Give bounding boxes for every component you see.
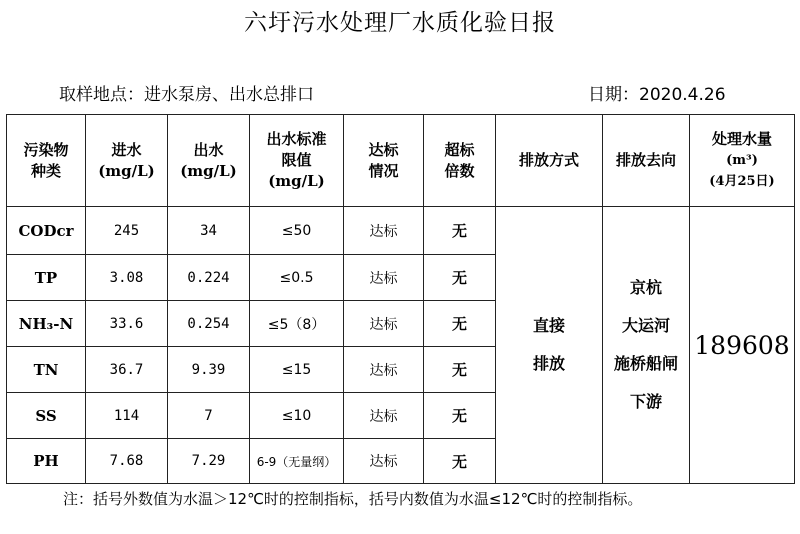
status-cell: 达标 xyxy=(344,301,424,347)
header-inflow: 进水 (mg/L) xyxy=(86,115,168,207)
limit-cell: ≤5（8） xyxy=(250,301,344,347)
inflow-cell: 245 xyxy=(86,207,168,255)
status-cell: 达标 xyxy=(344,439,424,484)
pollutant-cell: PH xyxy=(7,439,86,484)
discharge-dest-cell: 京杭 大运河 施桥船闸 下游 xyxy=(603,207,690,484)
outflow-cell: 34 xyxy=(168,207,250,255)
limit-cell: ≤10 xyxy=(250,393,344,439)
report-date: 日期：2020.4.26 xyxy=(588,85,726,105)
pollutant-cell: TN xyxy=(7,347,86,393)
pollutant-cell: TP xyxy=(7,255,86,301)
water-quality-table xyxy=(6,114,795,484)
header-volume: 处理水量 (m³) (4月25日) xyxy=(690,115,795,207)
limit-cell: 6-9（无量纲） xyxy=(250,439,344,484)
header-status: 达标 情况 xyxy=(344,115,424,207)
report-title: 六圩污水处理厂水质化验日报 xyxy=(244,10,556,36)
limit-cell: ≤50 xyxy=(250,207,344,255)
pollutant-cell: CODcr xyxy=(7,207,86,255)
header-pollutant: 污染物 种类 xyxy=(7,115,86,207)
outflow-cell: 9.39 xyxy=(168,347,250,393)
table-row xyxy=(7,207,795,255)
footnote: 注：括号外数值为水温＞12℃时的控制指标，括号内数值为水温≤12℃时的控制指标。 xyxy=(63,490,643,508)
exceed-cell: 无 xyxy=(424,439,496,484)
sampling-location: 取样地点：进水泵房、出水总排口 xyxy=(59,85,314,105)
exceed-cell: 无 xyxy=(424,255,496,301)
inflow-cell: 33.6 xyxy=(86,301,168,347)
status-cell: 达标 xyxy=(344,207,424,255)
pollutant-cell: NH₃-N xyxy=(7,301,86,347)
exceed-cell: 无 xyxy=(424,301,496,347)
discharge-method-cell: 直接 排放 xyxy=(496,207,603,484)
header-discharge-method: 排放方式 xyxy=(496,115,603,207)
status-cell: 达标 xyxy=(344,255,424,301)
inflow-cell: 3.08 xyxy=(86,255,168,301)
outflow-cell: 7 xyxy=(168,393,250,439)
header-row xyxy=(7,115,795,207)
outflow-cell: 7.29 xyxy=(168,439,250,484)
pollutant-cell: SS xyxy=(7,393,86,439)
volume-cell: 189608 xyxy=(690,207,795,484)
header-outflow: 出水 (mg/L) xyxy=(168,115,250,207)
header-discharge-dest: 排放去向 xyxy=(603,115,690,207)
limit-cell: ≤15 xyxy=(250,347,344,393)
outflow-cell: 0.254 xyxy=(168,301,250,347)
header-exceed: 超标 倍数 xyxy=(424,115,496,207)
inflow-cell: 36.7 xyxy=(86,347,168,393)
inflow-cell: 7.68 xyxy=(86,439,168,484)
status-cell: 达标 xyxy=(344,393,424,439)
outflow-cell: 0.224 xyxy=(168,255,250,301)
status-cell: 达标 xyxy=(344,347,424,393)
exceed-cell: 无 xyxy=(424,207,496,255)
inflow-cell: 114 xyxy=(86,393,168,439)
limit-cell: ≤0.5 xyxy=(250,255,344,301)
header-limit: 出水标准 限值 (mg/L) xyxy=(250,115,344,207)
exceed-cell: 无 xyxy=(424,347,496,393)
exceed-cell: 无 xyxy=(424,393,496,439)
